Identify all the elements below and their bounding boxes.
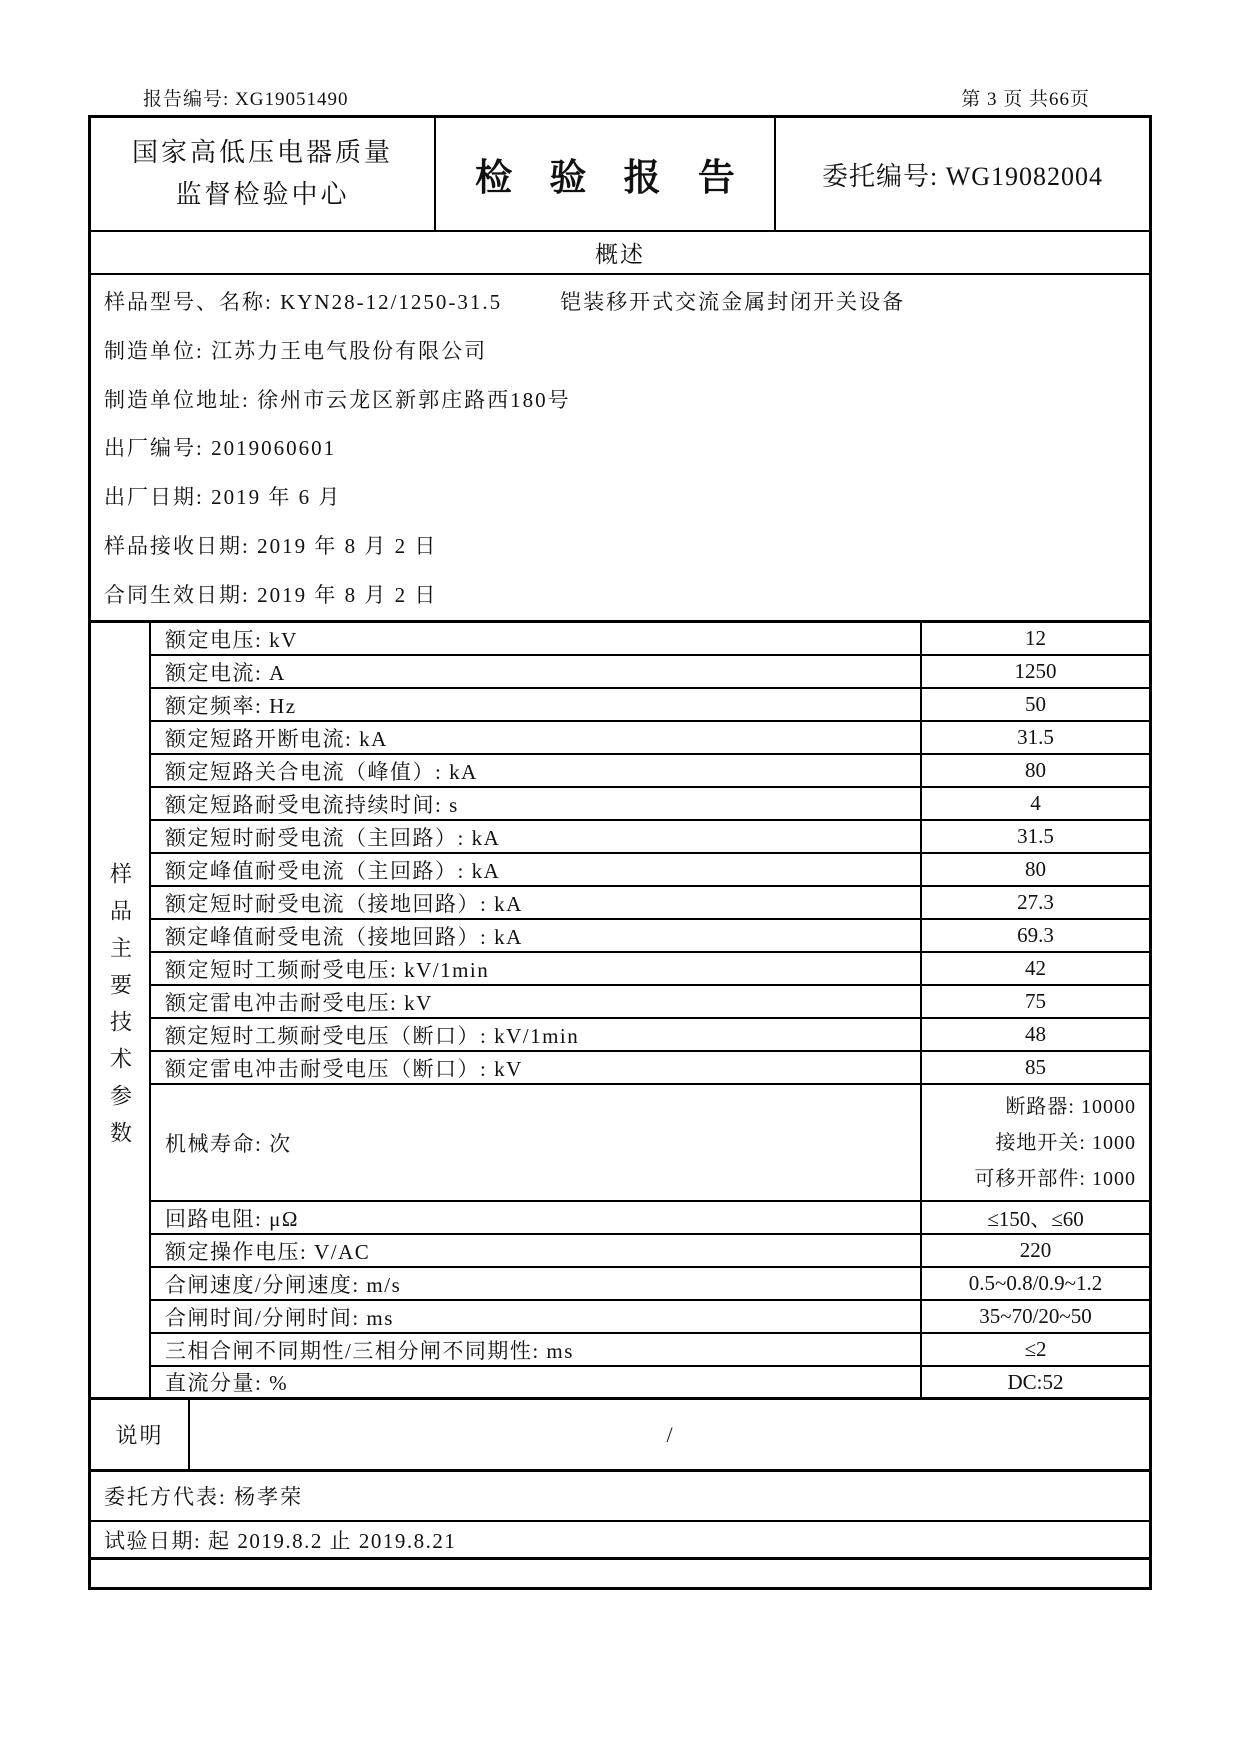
param-row-short-time-current-earth: 额定短时耐受电流（接地回路）: kA 27.3 bbox=[151, 887, 1149, 920]
mechanical-life-withdrawable-part: 可移开部件: 1000 bbox=[974, 1167, 1136, 1190]
param-row-dc-component: 直流分量: % DC:52 bbox=[151, 1367, 1149, 1397]
param-row-lightning-impulse-gap: 额定雷电冲击耐受电压（断口）: kV 85 bbox=[151, 1052, 1149, 1085]
client-representative-row: 委托方代表: 杨孝荣 bbox=[91, 1472, 1149, 1522]
notes-value: / bbox=[666, 1421, 673, 1447]
parameters-rows bbox=[151, 623, 1149, 1397]
param-row-rated-current: 额定电流: A 1250 bbox=[151, 656, 1149, 689]
param-row-short-time-current-main: 额定短时耐受电流（主回路）: kA 31.5 bbox=[151, 821, 1149, 854]
factory-number-line: 出厂编号: 2019060601 bbox=[104, 436, 337, 461]
parameters-side-cell bbox=[91, 623, 151, 1397]
contract-date-line: 合同生效日期: 2019 年 8 月 2 日 bbox=[104, 582, 438, 607]
param-row-mechanical-life: 机械寿命: 次 断路器: 10000 接地开关: 1000 可移开部件: 1000 bbox=[151, 1085, 1149, 1202]
param-row-peak-current-main: 额定峰值耐受电流（主回路）: kA 80 bbox=[151, 854, 1149, 887]
param-row-power-freq-voltage: 额定短时工频耐受电压: kV/1min 42 bbox=[151, 953, 1149, 986]
sample-model-line bbox=[104, 286, 1149, 316]
overview-section-title: 概述 bbox=[91, 232, 1149, 275]
sample-received-date-line: 样品接收日期: 2019 年 8 月 2 日 bbox=[104, 533, 438, 558]
sample-model-description: 铠装移开式交流金属封闭开关设备 bbox=[560, 290, 906, 315]
param-row-circuit-resistance: 回路电阻: μΩ ≤150、≤60 bbox=[151, 1202, 1149, 1235]
page-meta-row bbox=[0, 84, 1240, 111]
report-table bbox=[88, 115, 1152, 1590]
param-row-rated-frequency: 额定频率: Hz 50 bbox=[151, 689, 1149, 722]
org-name-line1: 国家高低压电器质量 bbox=[131, 138, 393, 167]
notes-band bbox=[91, 1400, 1149, 1472]
page-number: 第 3 页 共66页 bbox=[961, 89, 1090, 110]
report-title: 检 验 报 告 bbox=[436, 118, 776, 230]
mechanical-life-earthing-switch: 接地开关: 1000 bbox=[995, 1131, 1136, 1154]
sample-model: 样品型号、名称: KYN28-12/1250-31.5 bbox=[104, 290, 503, 315]
mechanical-life-breaker: 断路器: 10000 bbox=[1005, 1095, 1136, 1118]
mechanical-life-values bbox=[922, 1085, 1149, 1200]
param-row-closing-opening-time: 合闸时间/分闸时间: ms 35~70/20~50 bbox=[151, 1301, 1149, 1334]
param-row-operating-voltage: 额定操作电压: V/AC 220 bbox=[151, 1235, 1149, 1268]
manufacturer-address-line: 制造单位地址: 徐州市云龙区新郭庄路西180号 bbox=[104, 387, 571, 412]
commission-number: 委托编号: WG19082004 bbox=[821, 161, 1104, 191]
title-band bbox=[91, 118, 1149, 232]
param-row-power-freq-voltage-gap: 额定短时工频耐受电压（断口）: kV/1min 48 bbox=[151, 1019, 1149, 1052]
param-row-peak-current-earth: 额定峰值耐受电流（接地回路）: kA 69.3 bbox=[151, 920, 1149, 953]
param-row-closing-opening-speed: 合闸速度/分闸速度: m/s 0.5~0.8/0.9~1.2 bbox=[151, 1268, 1149, 1301]
param-row-making-current: 额定短路关合电流（峰值）: kA 80 bbox=[151, 755, 1149, 788]
report-number: 报告编号: XG19051490 bbox=[143, 89, 349, 110]
param-row-rated-voltage: 额定电压: kV 12 bbox=[151, 623, 1149, 656]
parameters-band bbox=[91, 623, 1149, 1400]
param-row-withstand-duration: 额定短路耐受电流持续时间: s 4 bbox=[151, 788, 1149, 821]
test-date-row: 试验日期: 起 2019.8.2 止 2019.8.21 bbox=[91, 1522, 1149, 1560]
param-row-three-phase-asynchrony: 三相合闸不同期性/三相分闸不同期性: ms ≤2 bbox=[151, 1334, 1149, 1367]
org-name-line2: 监督检验中心 bbox=[175, 180, 350, 209]
factory-date-line: 出厂日期: 2019 年 6 月 bbox=[104, 485, 342, 510]
notes-label: 说明 bbox=[91, 1400, 190, 1469]
sample-info-block bbox=[91, 275, 1149, 623]
param-row-lightning-impulse: 额定雷电冲击耐受电压: kV 75 bbox=[151, 986, 1149, 1019]
empty-footer-row bbox=[91, 1560, 1149, 1587]
parameters-side-label: 样品主要技术参数 bbox=[107, 862, 133, 1158]
manufacturer-line: 制造单位: 江苏力王电气股份有限公司 bbox=[104, 339, 488, 364]
org-name-cell bbox=[91, 118, 436, 230]
param-row-breaking-current: 额定短路开断电流: kA 31.5 bbox=[151, 722, 1149, 755]
